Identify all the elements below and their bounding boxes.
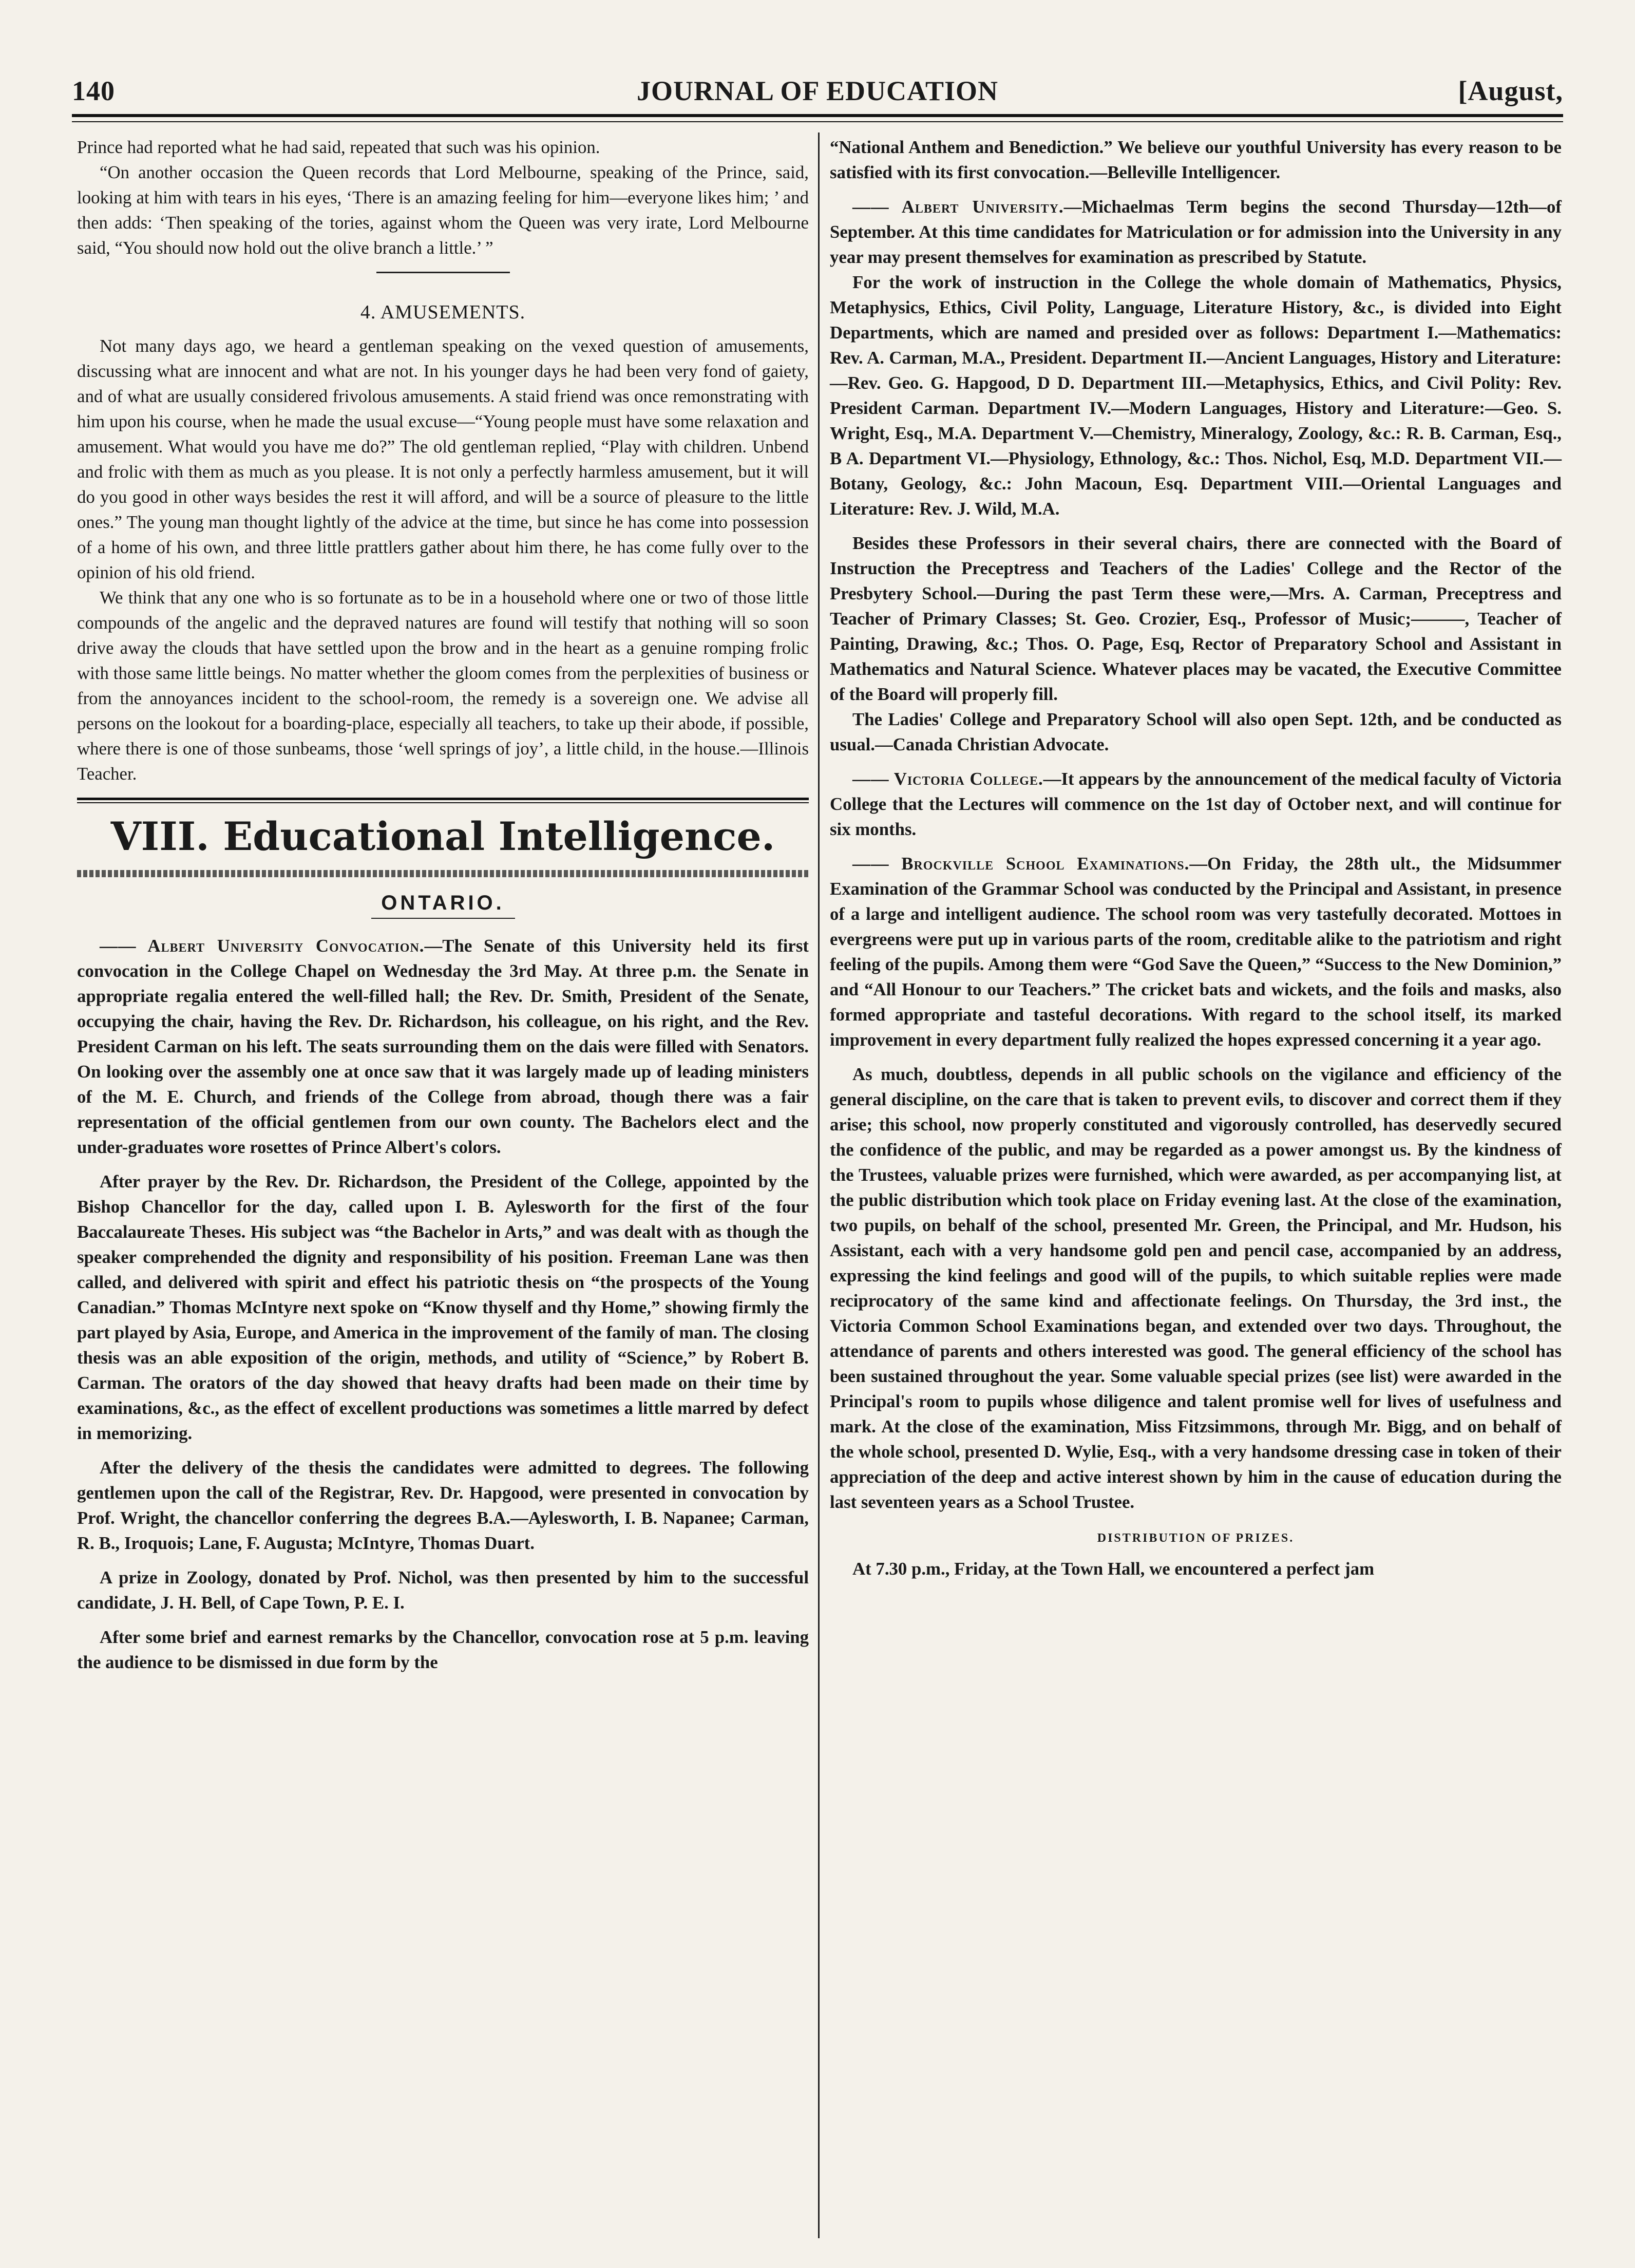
ontario-rule: [371, 918, 515, 919]
right-column: [830, 135, 1562, 1581]
header-rule: [72, 114, 1563, 117]
left-column: [77, 135, 809, 1675]
paragraph: “On another occasion the Queen records that Lord Melbourne, speaking of the Prince, said, looking at him with tears in his eyes, ‘There is an amazing feeling for him—everyone likes him; ’ and then adds: ‘Then speaking of the tories, against whom the Queen was very irate, Lord Melbourne said, “You should now hold out the olive branch a little.’ ”: [77, 162, 809, 258]
paragraph: After the delivery of the thesis the candidates were admitted to degrees. The following gentlemen upon the call of the Registrar, Rev. Dr. Hapgood, were presented in convocation by Prof. Wright, the chancellor conferring the degrees B.A.—Aylesworth, I. B. Napanee; Carman, R. B., Iroquois; Lane, F. Augusta; McIntyre, Thomas Duart.: [77, 1458, 809, 1553]
issue-month: [August,: [1458, 75, 1563, 106]
ontario-heading: ONTARIO.: [381, 892, 505, 914]
item-lead: —— Victoria College.: [852, 769, 1043, 789]
page-header: [72, 61, 1563, 107]
paragraph: Not many days ago, we heard a gentleman speaking on the vexed question of amusements, discussing what are innocent and what are not. In his younger days he had been very fond of gaiety, and of what are usually considered frivolous amusements. A staid friend was once remonstrating with him upon his course, when he made the usual excuse—“Young people must have some relaxation and amusement. What would you have me do?” The old gentleman replied, “Play with children. Unbend and frolic with them as much as you please. It is not only a perfectly harmless amusement, but it will do you good in other ways besides the rest it will afford, and will be a source of pleasure to the little ones.” The young man thought lightly of the advice at the time, but since he has come into possession of a home of his own, and three little prattlers gather about him there, he has come fully over to the opinion of his old friend.: [77, 336, 809, 582]
paragraph: “National Anthem and Benediction.” We believe our youthful University has every reason to be satisfied with its first convocation.—Belleville Intelligencer.: [830, 137, 1562, 182]
paragraph: As much, doubtless, depends in all public schools on the vigilance and efficiency of the general discipline, on the care that is taken to prevent evils, to discover and correct them if they arise; this school, now properly constituted and vigorously controlled, has deservedly secured the confidence of the public, and may be regarded as a power amongst us. By the kindness of the Trustees, valuable prizes were furnished, which were awarded, as per accompanying list, at the public distribution which took place on Friday evening last. At the close of the examination, two pupils, on behalf of the school, presented Mr. Green, the Principal, and Mr. Hudson, his Assistant, each with a very handsome gold pen and pencil case, accompanied by an address, expressing the kind feelings and good will of the pupils, to which suitable replies were made reciprocatory of the same kind and affectionate feelings. On Thursday, the 3rd inst., the Victoria Common School Examinations began, and extended over two days. Throughout, the attendance of parents and others interested was good. The general efficiency of the school has been sustained throughout the year. Some valuable special prizes (see list) were awarded in the Principal's room to pupils whose diligence and talent promise well for lives of usefulness and mark. At the close of the examination, Miss Fitzsimmons, through Mr. Bigg, and on behalf of the whole school, presented D. Wylie, Esq., with a very handsome dressing case in token of their appreciation of the deep and active interest shown by him in the cause of education during the last seventeen years as a School Trustee.: [830, 1064, 1562, 1512]
paragraph: At 7.30 p.m., Friday, at the Town Hall, we encountered a perfect jam: [852, 1559, 1375, 1579]
section-title: VIII. Educational Intelligence.: [110, 814, 775, 859]
section-rule-thin: [77, 802, 809, 803]
page-number: 140: [72, 75, 115, 106]
paragraph: —— Brockville School Examinations.—On Friday, the 28th ult., the Midsummer Examination of the Grammar School was conducted by the Principal and Assistant, in presence of a large and intelligent audience. The school room was very tastefully decorated. Mottoes in evergreens were put up in various parts of the room, creditable alike to the patriotism and right feeling of the pupils. Among them were “God Save the Queen,” “Success to the New Dominion,” and “All Honour to our Teachers.” The cricket bats and wickets, and the foils and masks, also formed appropriate and tasteful decorations. With regard to the school itself, its marked improvement in every department fully realized the hopes expressed concerning it a year ago.: [830, 854, 1562, 1050]
item-lead: —— Albert University.: [852, 197, 1064, 217]
paragraph: —— Albert University Convocation.—The Senate of this University held its first convocation in the College Chapel on Wednesday the 3rd May. At three p.m. the Senate in appropriate regalia entered the well-filled hall; the Rev. Dr. Smith, President of the Senate, occupying the chair, having the Rev. Dr. Richardson, his colleague, on his right, and the Rev. President Carman on his left. The seats surrounding them on the dais were filled with Senators. On looking over the assembly one at once saw that it was largely made up of leading ministers of the M. E. Church, and friends of the College from abroad, though there was a fair representation of the official gentlemen from our own county. The Bachelors elect and the under-graduates wore rosettes of Prince Albert's colors.: [77, 936, 809, 1157]
prizes-heading: DISTRIBUTION OF PRIZES.: [1097, 1532, 1295, 1545]
item-lead: —— Brockville School Examinations.: [852, 854, 1190, 874]
paragraph: Prince had reported what he had said, repeated that such was his opinion.: [77, 137, 600, 157]
item-lead: —— Albert University Convocation.: [100, 936, 425, 956]
header-rule-thin: [72, 121, 1563, 122]
paragraph: After some brief and earnest remarks by the Chancellor, convocation rose at 5 p.m. leaving the audience to be dismissed in due form by the: [77, 1627, 809, 1672]
paragraph: Besides these Professors in their several chairs, there are connected with the Board of Instruction the Preceptress and Teachers of the Ladies' College and the Rector of the Presbytery School.—During the past Term these were,—Mrs. A. Carman, Preceptress and Teacher of Primary Classes; St. Geo. Crozier, Esq., Professor of Music;———, Teacher of Painting, Drawing, &c.; Thos. O. Page, Esq, Rector of Preparatory School and Assistant in Mathematics and Natural Science. Whatever places may be vacated, the Executive Committee of the Board will properly fill.: [830, 533, 1562, 704]
section-rule-thick: [77, 798, 809, 800]
paragraph: —— Albert University.—Michaelmas Term begins the second Thursday—12th—of September. At this time candidates for Matriculation or for admission into the University in any year may present themselves for examination as prescribed by Statute.: [830, 197, 1562, 267]
paragraph: For the work of instruction in the College the whole domain of Mathematics, Physics, Metaphysics, Ethics, Civil Polity, Language, Literature History, &c., is divided into Eight Departments, which are named and presided over as follows: Department I.—Mathematics: Rev. A. Carman, M.A., President. Department II.—Ancient Languages, History and Literature:—Rev. Geo. G. Hapgood, D D. Department III.—Metaphysics, Ethics, and Civil Polity: Rev. President Carman. Department IV.—Modern Languages, History and Literature:—Geo. S. Wright, Esq., M.A. Department V.—Chemistry, Mineralogy, Zoology, &c.: R. B. Carman, Esq., B A. Department VI.—Physiology, Ethnology, &c.: Thos. Nichol, Esq, M.D. Department VII.—Botany, Geology, &c.: John Macoun, Esq. Department VIII.—Oriental Languages and Literature: Rev. J. Wild, M.A.: [830, 272, 1562, 519]
paragraph: —— Victoria College.—It appears by the announcement of the medical faculty of Victoria College that the Lectures will commence on the 1st day of October next, and will continue for six months.: [830, 769, 1562, 839]
ornamental-rule: [77, 870, 809, 877]
paragraph: The Ladies' College and Preparatory School will also open Sept. 12th, and be conducted as usual.—Canada Christian Advocate.: [830, 709, 1562, 754]
paragraph: We think that any one who is so fortunate as to be in a household where one or two of those little compounds of the angelic and the depraved natures are found will testify that nothing will so soon drive away the clouds that have settled upon the brow and in the heart as a genuine romping frolic with those same little beings. No matter whether the gloom comes from the perplexities of business or from the annoyances incident to the school-room, the remedy is a sovereign one. We advise all persons on the lookout for a boarding-place, especially all teachers, to take up their abode, if possible, where there is one of those sunbeams, those ‘well springs of joy’, a little child, in the house.—Illinois Teacher.: [77, 588, 809, 784]
column-divider: [818, 133, 820, 2238]
section-break-rule: [376, 272, 510, 273]
journal-title: JOURNAL OF EDUCATION: [636, 75, 999, 106]
paragraph: After prayer by the Rev. Dr. Richardson, the President of the College, appointed by the Bishop Chancellor for the day, called upon I. B. Aylesworth for the first of the four Baccalaureate Theses. His subject was “the Bachelor in Arts,” and was dealt with as though the speaker comprehended the dignity and responsibility of his position. Freeman Lane was then called, and delivered with spirit and effect his patriotic thesis on “the prospects of the Young Canadian.” Thomas McIntyre next spoke on “Know thyself and thy Home,” showing firmly the part played by Asia, Europe, and America in the improvement of the family of man. The closing thesis was an able exposition of the origin, methods, and utility of “Science,” by Robert B. Carman. The orators of the day showed that heavy drafts had been made on their time by examinations, &c., as the effect of excellent productions was sometimes a little marred by defect in memorizing.: [77, 1171, 809, 1443]
paragraph: A prize in Zoology, donated by Prof. Nichol, was then presented by him to the successful candidate, J. H. Bell, of Cape Town, P. E. I.: [77, 1567, 809, 1613]
amusements-heading: 4. AMUSEMENTS.: [360, 301, 526, 323]
